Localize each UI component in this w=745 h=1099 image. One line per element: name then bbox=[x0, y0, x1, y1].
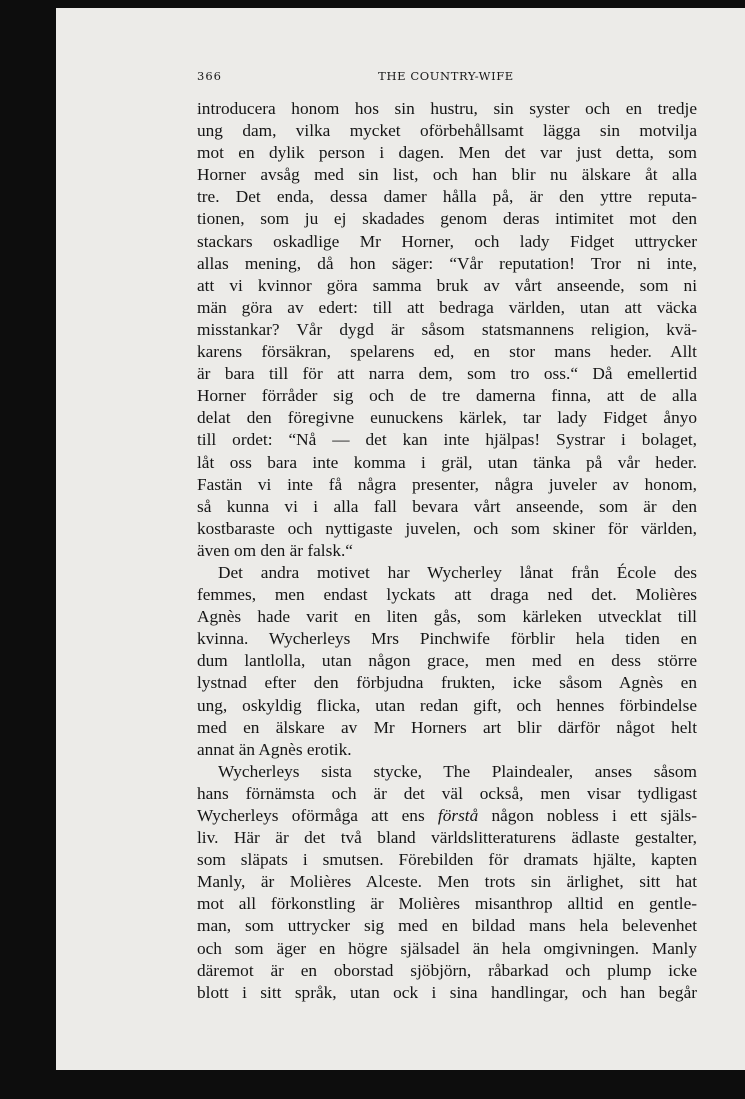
text-line: Horner förråder sig och de tre damerna finna, att de alla bbox=[197, 386, 697, 406]
text-line: delat den föregivne eunuckens kärlek, tar lady Fidget ånyo bbox=[197, 408, 697, 428]
text-line: femmes, men endast lyckats att draga ned det. Molières bbox=[197, 585, 697, 605]
text-line: allas mening, då hon säger: “Vår reputation! Tror ni inte, bbox=[197, 253, 697, 273]
body-text bbox=[197, 98, 697, 1004]
text-line: kostbaraste och nyttigaste juvelen, och som skiner för världen, bbox=[197, 518, 697, 538]
text-line: och som äger en högre själsadel än hela omgivningen. Manly bbox=[197, 938, 697, 958]
text-line: blott i sitt språk, utan ock i sina handlingar, och han begår bbox=[197, 982, 697, 1002]
text-line: Det andra motivet har Wycherley lånat från École des bbox=[218, 562, 697, 582]
text-line: introducera honom hos sin hustru, sin syster och en tredje bbox=[197, 99, 697, 118]
text-line: ung, oskyldig flicka, utan redan gift, och hennes förbindelse bbox=[197, 695, 697, 715]
text-line: låt oss bara inte komma i gräl, utan tänka på vår heder. bbox=[197, 452, 697, 472]
text-run: Wycherleys oförmåga att ens bbox=[197, 806, 438, 825]
text-line: annat än Agnès erotik. bbox=[197, 739, 352, 759]
text-line: är bara till för att narra dem, som tro oss.“ Då emellertid bbox=[197, 364, 697, 384]
text-run: någon nobless i ett själs- bbox=[478, 806, 697, 825]
text-line: dum lantlolla, utan någon grace, men med en dess större bbox=[197, 651, 697, 671]
page-number: 366 bbox=[197, 69, 222, 83]
text-line: man, som uttrycker sig med en bildad mans hela belevenhet bbox=[197, 916, 697, 936]
text-line bbox=[197, 805, 697, 827]
text-line: Horner avsåg med sin list, och han blir nu älskare åt alla bbox=[197, 165, 697, 185]
text-line: tre. Det enda, dessa damer hålla på, är den yttre reputa- bbox=[197, 187, 697, 207]
emphasized-word: förstå bbox=[437, 806, 479, 825]
text-line: hans förnämsta och är det väl också, men visar tydligast bbox=[197, 783, 697, 803]
running-title: THE COUNTRY-WIFE bbox=[378, 69, 514, 83]
text-line: lystnad efter den förbjudna frukten, icke såsom Agnès en bbox=[197, 673, 697, 693]
text-line: misstankar? Vår dygd är såsom statsmannens religion, kvä- bbox=[197, 319, 697, 339]
text-line: däremot är en oborstad sjöbjörn, råbarkad och plump icke bbox=[197, 960, 697, 980]
text-line: med en älskare av Mr Horners art blir därför något helt bbox=[197, 717, 697, 737]
text-line: även om den är falsk.“ bbox=[197, 540, 353, 560]
text-line: mot en dylik person i dagen. Men det var just detta, som bbox=[197, 143, 697, 163]
text-line: så kunna vi i alla fall bevara vårt anseende, som är den bbox=[197, 496, 697, 516]
text-line: Agnès hade varit en liten gås, som kärleken utvecklat till bbox=[197, 607, 697, 627]
text-line: karens försäkran, spelarens ed, en stor mans heder. Allt bbox=[197, 342, 697, 362]
page-header bbox=[197, 69, 695, 85]
text-line: att vi kvinnor göra samma bruk av vårt anseende, som ni bbox=[197, 275, 697, 295]
text-line: ung dam, vilka mycket oförbehållsamt lägga sin motvilja bbox=[197, 121, 697, 141]
text-line: som släpats i smutsen. Förebilden för dramats hjälte, kapten bbox=[197, 850, 697, 870]
text-line: Fastän vi inte få några presenter, några juveler av honom, bbox=[197, 474, 697, 494]
text-line: till ordet: “Nå — det kan inte hjälpas! Systrar i bolaget, bbox=[197, 430, 697, 450]
text-line: män göra av edert: till att bedraga världen, utan att väcka bbox=[197, 297, 697, 317]
text-line: stackars oskadlige Mr Horner, och lady Fidget uttrycker bbox=[197, 231, 697, 251]
text-line: tionen, som ju ej skadades genom deras intimitet mot den bbox=[197, 209, 697, 229]
text-line: mot all förkonstling är Molières misanthrop alltid en gentle- bbox=[197, 894, 697, 914]
text-line: kvinna. Wycherleys Mrs Pinchwife förblir hela tiden en bbox=[197, 629, 697, 649]
text-line: Manly, är Molières Alceste. Men trots sin ärlighet, sitt hat bbox=[197, 872, 697, 892]
text-line: liv. Här är det två bland världslitteraturens ädlaste gestalter, bbox=[197, 828, 697, 848]
text-line: Wycherleys sista stycke, The Plaindealer, anses såsom bbox=[218, 761, 697, 781]
